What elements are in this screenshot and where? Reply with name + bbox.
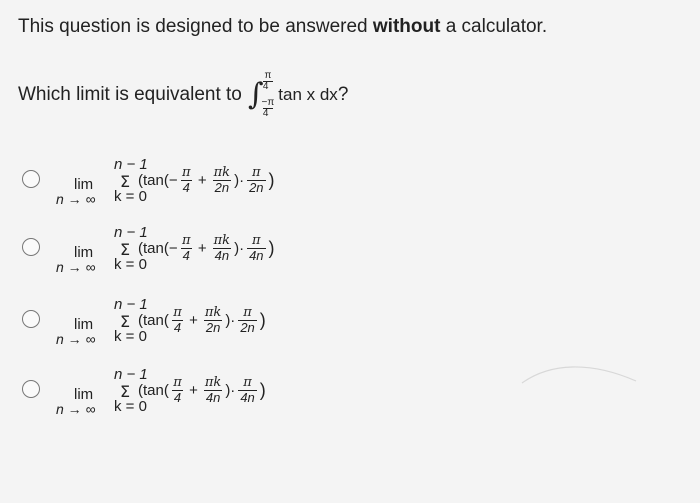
sum-lower: k = 0 [114,328,147,345]
frac-den: 2n [240,319,255,335]
question-label: Which limit is equivalent to [18,84,242,105]
frac-num: π [252,164,261,180]
frac-num: πk [204,304,222,320]
frac-den: 2n [214,179,230,195]
fraction-3 [238,306,256,335]
summand-open: (tan( [138,311,169,329]
sum-upper: n − 1 [114,224,148,241]
frac-den: 4n [205,389,221,405]
summand [138,230,275,266]
summand-mid: )· [234,171,245,189]
sigma-symbol: Σ [120,240,131,259]
integrand: tan x dx [278,85,338,104]
fraction-2 [213,166,231,195]
fraction-2 [213,234,231,263]
plus-sign: + [197,171,207,189]
lim-subscript: n → ∞ [56,401,96,417]
summand-close: ) [268,169,275,190]
fraction-3 [247,166,265,195]
frac-num: π [181,164,191,180]
frac-den: 4n [249,247,264,263]
sum-upper: n − 1 [114,296,148,313]
summand-mid: )· [225,381,236,399]
question-text [18,70,348,120]
fraction-1 [181,166,192,195]
option-expression [56,358,416,418]
frac-num: π [243,374,252,390]
radio-button-2[interactable] [22,238,40,256]
radio-button-4[interactable] [22,380,40,398]
frac-den: 4 [182,247,190,263]
pen-scribble-mark [520,355,640,395]
lim-label: lim [74,176,94,193]
summand-open: (tan( [138,381,169,399]
lower-limit [262,98,275,119]
lower-limit-num: −π [261,97,275,108]
option-expression [56,148,416,208]
plus-sign: + [197,239,207,257]
instructions-text [18,16,547,38]
summand [138,372,266,408]
sigma-symbol: Σ [120,172,131,191]
answer-option-4[interactable] [22,358,422,418]
sigma-symbol: Σ [120,312,131,331]
summand-close: ) [259,379,266,400]
frac-num: πk [204,374,222,390]
lim-label: lim [74,316,94,333]
frac-den: 2n [205,319,221,335]
sum-lower: k = 0 [114,256,147,273]
summand-mid: )· [234,239,245,257]
frac-den: 4n [240,389,255,405]
summand-sign: − [168,239,178,257]
integral-sign: ∫ [247,77,264,112]
frac-den: 2n [249,179,264,195]
question-mark: ? [337,84,349,105]
integral-expression [248,71,338,119]
fraction-3 [247,234,265,263]
answer-option-1[interactable] [22,148,422,208]
upper-limit-num: π [264,70,272,81]
fraction-3 [238,376,256,405]
sum-lower: k = 0 [114,398,147,415]
fraction-1 [181,234,192,263]
frac-num: π [181,232,191,248]
lim-label: lim [74,386,94,403]
lim-label: lim [74,244,94,261]
summand-sign: − [168,171,178,189]
radio-button-3[interactable] [22,310,40,328]
summand-open: (tan( [138,239,169,257]
frac-num: π [173,304,182,320]
fraction-1 [172,376,183,405]
frac-num: πk [213,164,231,180]
summand-open: (tan( [138,171,169,189]
summand [138,302,266,338]
frac-num: πk [213,232,231,248]
radio-button-1[interactable] [22,170,40,188]
frac-num: π [243,304,252,320]
summand [138,162,275,198]
lower-limit-den: 4 [263,108,273,119]
lim-subscript: n → ∞ [56,331,96,347]
instructions-before: This question is designed to be answered [18,16,373,37]
instructions-after: a calculator. [440,16,548,37]
lim-subscript: n → ∞ [56,191,96,207]
integral-limits [262,71,275,119]
sum-upper: n − 1 [114,366,148,383]
summand-mid: )· [225,311,236,329]
frac-den: 4 [173,389,182,405]
instructions-bold: without [372,16,441,37]
sigma-symbol: Σ [120,382,131,401]
lim-subscript: n → ∞ [56,259,96,275]
summand-close: ) [259,309,266,330]
sum-upper: n − 1 [114,156,148,173]
answer-option-3[interactable] [22,288,422,348]
fraction-1 [172,306,183,335]
sum-lower: k = 0 [114,188,147,205]
summand-close: ) [268,237,275,258]
frac-num: π [173,374,182,390]
fraction-2 [204,306,222,335]
frac-den: 4 [182,179,190,195]
upper-limit-den: 4 [263,81,273,92]
frac-den: 4n [214,247,230,263]
fraction-2 [204,376,222,405]
frac-den: 4 [173,319,182,335]
option-expression [56,288,416,348]
frac-num: π [252,232,261,248]
option-expression [56,216,416,276]
upper-limit [262,71,275,92]
answer-option-2[interactable] [22,216,422,276]
plus-sign: + [189,381,198,399]
plus-sign: + [189,311,198,329]
